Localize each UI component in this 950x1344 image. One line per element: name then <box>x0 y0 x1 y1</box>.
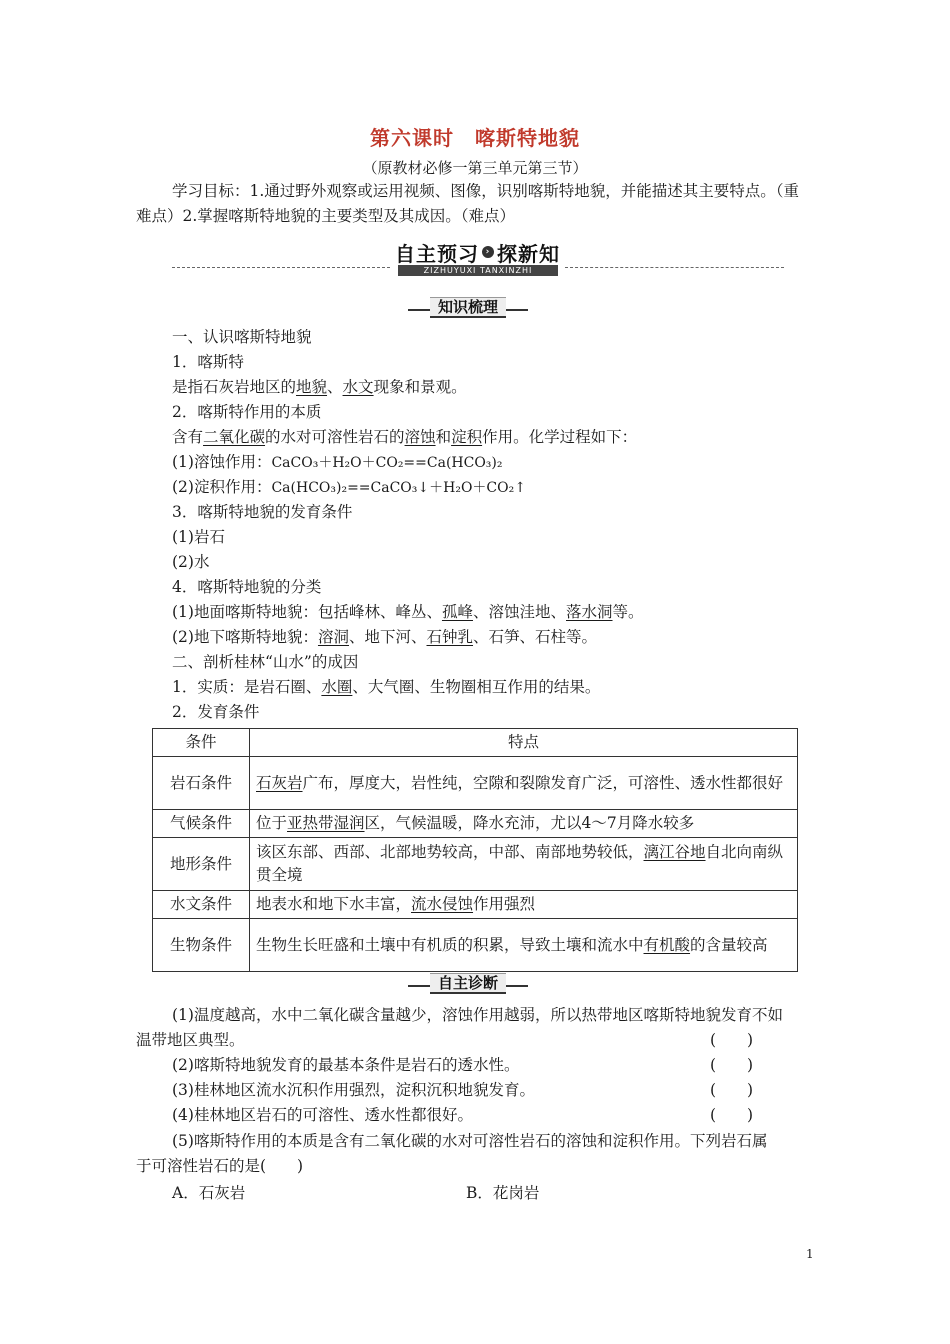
option-a[interactable]: A．石灰岩 <box>172 1184 246 1202</box>
text-span: 和 <box>435 428 452 446</box>
heading-1: 一、认识喀斯特地貌 <box>172 328 312 346</box>
page-title: 第六课时 喀斯特地貌 <box>370 126 580 150</box>
banner-divider-left <box>172 267 390 268</box>
underground-karst-line <box>172 626 597 648</box>
table-cell-feature <box>250 838 798 891</box>
text-span: 、大气圈、生物圈相互作用的结果。 <box>352 678 601 696</box>
heading-2: 二、剖析桂林“山水”的成因 <box>172 653 359 671</box>
equation-label: (2)淀积作用： <box>172 478 272 496</box>
banner-pinyin: ZIZHUYUXI TANXINZHI <box>398 265 558 276</box>
blank-answer: 石灰岩 <box>256 773 303 792</box>
table-cell-condition: 水文条件 <box>153 891 250 919</box>
heading-1-3: 3．喀斯特地貌的发育条件 <box>172 503 353 521</box>
blank-answer: 亚热带湿润 <box>287 814 365 832</box>
table-row <box>153 919 798 972</box>
blank-answer: 淀积 <box>451 428 483 446</box>
page-subtitle: （原教材必修一第三单元第三节） <box>362 159 588 177</box>
answer-paren[interactable]: ( ) <box>710 1106 754 1124</box>
tag-bar-left <box>408 309 430 311</box>
text-span: 该区东部、西部、北部地势较高，中部、南部地势较低， <box>256 843 644 861</box>
table-header: 特点 <box>250 729 798 757</box>
option-b[interactable]: B．花岗岩 <box>466 1184 540 1202</box>
table-row <box>153 757 798 810</box>
essence-2-line <box>172 676 600 698</box>
table-header-row <box>153 729 798 757</box>
table-cell-condition: 气候条件 <box>153 810 250 838</box>
blank-answer: 流水侵蚀 <box>411 895 474 913</box>
heading-1-1: 1．喀斯特 <box>172 353 244 371</box>
table-cell-condition: 岩石条件 <box>153 757 250 810</box>
chevron-right-icon: › <box>482 246 494 258</box>
text-span: 、石笋、石柱等。 <box>473 628 598 646</box>
table-cell-condition: 生物条件 <box>153 919 250 972</box>
blank-answer: 水文 <box>342 378 374 396</box>
text-span: 位于 <box>256 814 288 832</box>
heading-1-4: 4．喀斯特地貌的分类 <box>172 578 322 596</box>
blank-answer: 地貌 <box>296 378 328 396</box>
question-5-line-1: (5)喀斯特作用的本质是含有二氧化碳的水对可溶性岩石的溶蚀和淀积作用。下列岩石属 <box>172 1132 768 1150</box>
banner-divider-right <box>565 267 784 268</box>
text-span: 作用强烈 <box>473 895 536 913</box>
blank-answer: 石钟乳 <box>426 628 474 646</box>
heading-2-2: 2．发育条件 <box>172 703 260 721</box>
answer-paren[interactable]: ( ) <box>710 1031 754 1049</box>
page-number: 1 <box>806 1247 814 1261</box>
text-span: 广布，厚度大，岩性纯，空隙和裂隙发育广泛，可溶性、透水性都很好 <box>302 773 784 792</box>
text-span: 、 <box>327 378 343 396</box>
table-cell-feature <box>250 810 798 838</box>
essence-line <box>172 426 637 448</box>
blank-answer: 落水洞 <box>566 603 613 621</box>
text-span: 1．实质：是岩石圈、 <box>172 678 322 696</box>
blank-answer: 孤峰 <box>441 603 473 621</box>
text-span: (2)地下喀斯特地貌： <box>172 628 318 646</box>
objectives-line-2: 难点）2.掌握喀斯特地貌的主要类型及其成因。（难点） <box>136 207 516 225</box>
table-cell-condition: 地形条件 <box>153 838 250 891</box>
tag-diagnosis-label: 自主诊断 <box>430 973 506 994</box>
equation-2 <box>172 476 526 499</box>
question-4: (4)桂林地区岩石的可溶性、透水性都很好。 <box>172 1106 473 1124</box>
text-span: 是指石灰岩地区的 <box>172 378 297 396</box>
blank-answer: 二氧化碳 <box>203 428 266 446</box>
surface-karst-line <box>172 601 644 623</box>
question-1-line-1: (1)温度越高，水中二氧化碳含量越少，溶蚀作用越弱，所以热带地区喀斯特地貌发育不如 <box>172 1006 783 1024</box>
table-row <box>153 891 798 919</box>
text-span: 、溶蚀洼地、 <box>472 603 566 621</box>
section-banner <box>172 236 784 280</box>
conditions-table <box>152 728 798 972</box>
text-span: 现象和景观。 <box>373 378 467 396</box>
table-cell-feature <box>250 891 798 919</box>
text-span: 作用。化学过程如下： <box>482 428 638 446</box>
condition-water: (2)水 <box>172 553 210 571</box>
tag-bar-left <box>408 985 430 987</box>
tag-bar-right <box>506 985 528 987</box>
answer-paren[interactable]: ( ) <box>710 1056 754 1074</box>
table-row <box>153 838 798 891</box>
question-5-line-2: 于可溶性岩石的是( ) <box>136 1157 304 1175</box>
blank-answer: 有机酸 <box>643 935 691 954</box>
question-3: (3)桂林地区流水沉积作用强烈，淀积沉积地貌发育。 <box>172 1081 535 1099</box>
tag-bar-right <box>506 309 528 311</box>
question-2: (2)喀斯特地貌发育的最基本条件是岩石的透水性。 <box>172 1056 520 1074</box>
text-span: 地表水和地下水丰富， <box>256 895 412 913</box>
heading-1-2: 2．喀斯特作用的本质 <box>172 403 322 421</box>
table-header: 条件 <box>153 729 250 757</box>
blank-answer: 溶洞 <box>317 628 349 646</box>
tag-diagnosis <box>408 972 528 994</box>
equation-1 <box>172 451 503 474</box>
text-span: (1)地面喀斯特地貌：包括峰林、峰丛、 <box>172 603 442 621</box>
text-span: 的含量较高 <box>690 935 768 954</box>
blank-answer: 水圈 <box>321 678 353 696</box>
text-span: 含有 <box>172 428 204 446</box>
banner-title-left: 自主预习 <box>395 241 479 266</box>
text-span: 的水对可溶性岩石的 <box>265 428 405 446</box>
objectives-line-1: 学习目标：1.通过野外观察或运用视频、图像，识别喀斯特地貌，并能描述其主要特点。（重 <box>172 182 800 200</box>
question-1-line-2: 温带地区典型。 <box>136 1031 245 1049</box>
text-span: 、地下河、 <box>348 628 427 646</box>
blank-answer: 溶蚀 <box>404 428 436 446</box>
blank-answer: 漓江谷地 <box>643 843 706 861</box>
equation-label: (1)溶蚀作用： <box>172 453 272 471</box>
condition-rock: (1)岩石 <box>172 528 225 546</box>
answer-paren[interactable]: ( ) <box>710 1081 754 1099</box>
banner-title <box>390 236 565 268</box>
text-span: 生物生长旺盛和土壤中有机质的积累，导致土壤和流水中 <box>256 935 644 954</box>
tag-knowledge <box>408 296 528 318</box>
tag-knowledge-label: 知识梳理 <box>430 297 506 318</box>
text-span: 等。 <box>612 603 644 621</box>
equation-formula: CaCO₃＋H₂O＋CO₂==Ca(HCO₃)₂ <box>271 455 503 471</box>
text-span: 自北向南纵贯全境 <box>256 843 784 884</box>
table-cell-feature <box>250 757 798 810</box>
text-span: 区，气候温暖，降水充沛，尤以4～7月降水较多 <box>364 814 695 832</box>
table-row <box>153 810 798 838</box>
equation-formula: Ca(HCO₃)₂==CaCO₃↓＋H₂O＋CO₂↑ <box>271 480 526 496</box>
banner-title-right: 探新知 <box>497 241 560 266</box>
table-cell-feature <box>250 919 798 972</box>
definition-line <box>172 376 467 398</box>
